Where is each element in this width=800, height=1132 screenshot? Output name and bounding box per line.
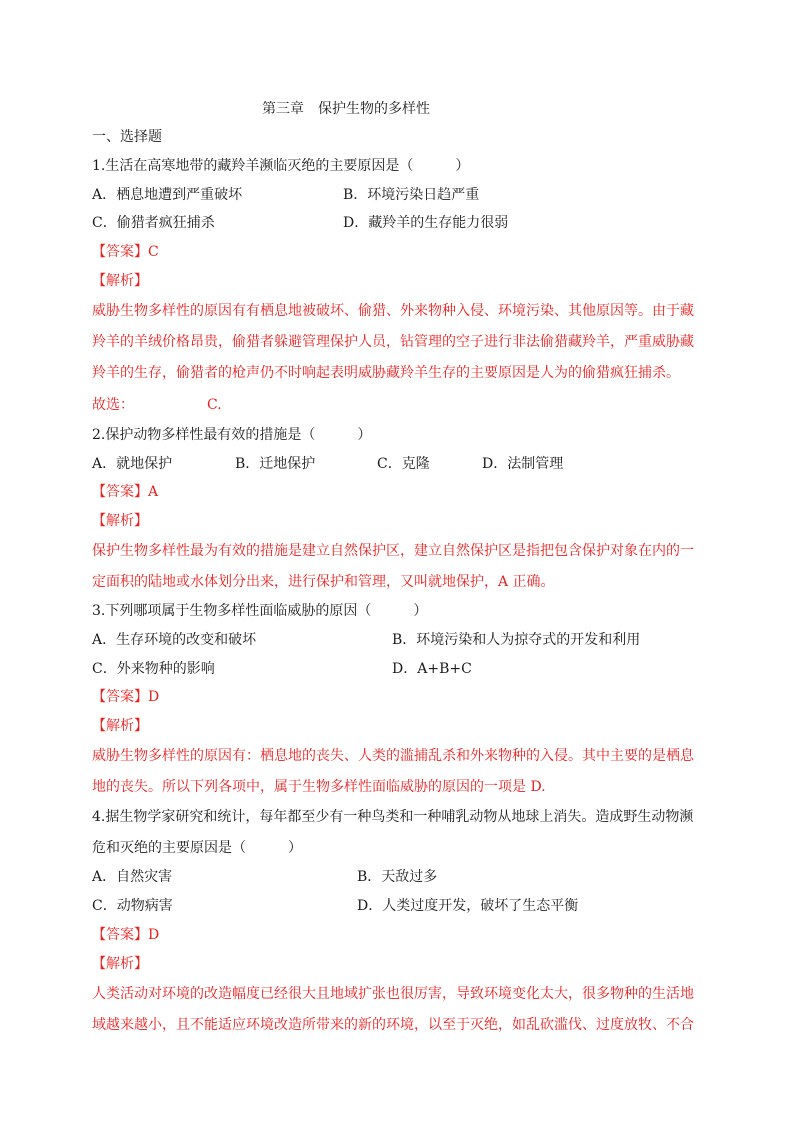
question-2-option-c: C．克隆 — [377, 456, 430, 472]
question-1-analysis-line: 羚羊的羊绒价格昂贵，偷猎者躲避管理保护人员，钻管理的空子进行非法偷猎藏羚羊，严重威胁藏 — [92, 334, 694, 350]
question-2-option-b: B．迁地保护 — [235, 456, 316, 472]
question-3-stem: 3.下列哪项属于生物多样性面临威胁的原因（ ） — [92, 603, 428, 619]
question-2-stem: 2.保护动物多样性最有效的措施是（ ） — [92, 427, 372, 443]
question-1-analysis-label: 【解析】 — [92, 273, 148, 289]
question-4-option-d: D．人类过度开发，破坏了生态平衡 — [357, 898, 579, 914]
question-1-option-d: D．藏羚羊的生存能力很弱 — [343, 215, 509, 231]
question-1-answer: 【答案】C — [92, 244, 159, 260]
question-4-stem-line: 危和灭绝的主要原因是（ ） — [92, 840, 302, 856]
question-1-option-c: C．偷猎者疯狂捕杀 — [92, 215, 215, 231]
question-3-option-b: B．环境污染和人为掠夺式的开发和利用 — [392, 632, 641, 648]
question-3-analysis-line: 威胁生物多样性的原因有：栖息地的丧失、人类的滥捕乱杀和外来物种的入侵。其中主要的是栖息 — [92, 748, 694, 764]
question-2-analysis-label: 【解析】 — [92, 513, 148, 529]
section-heading: 一、选择题 — [92, 129, 162, 145]
question-1-option-a: A．栖息地遭到严重破坏 — [92, 187, 243, 203]
question-2-analysis-line: 定面积的陆地或水体划分出来，进行保护和管理，又叫就地保护，A 正确。 — [92, 574, 555, 590]
question-4-option-c: C．动物病害 — [92, 898, 173, 914]
question-1-conclusion-value: C. — [207, 397, 222, 413]
question-1-conclusion-label: 故选： — [92, 397, 134, 413]
question-1-analysis-line: 威胁生物多样性的原因有有栖息地被破坏、偷猎、外来物种入侵、环境污染、其他原因等。由于藏 — [92, 303, 694, 319]
question-3-answer: 【答案】D — [92, 689, 160, 705]
question-2-option-d: D．法制管理 — [482, 456, 564, 472]
chapter-title: 第三章 保护生物的多样性 — [262, 101, 430, 117]
question-3-analysis-label: 【解析】 — [92, 718, 148, 734]
question-2-answer: 【答案】A — [92, 484, 159, 500]
question-3-option-c: C．外来物种的影响 — [92, 661, 215, 677]
question-4-analysis-label: 【解析】 — [92, 956, 148, 972]
question-2-analysis-line: 保护生物多样性最为有效的措施是建立自然保护区，建立自然保护区是指把包含保护对象在内的一 — [92, 543, 694, 559]
question-4-analysis-line: 域越来越小，且不能适应环境改造所带来的新的环境，以至于灭绝，如乱砍滥伐、过度放牧、不合 — [92, 1017, 694, 1033]
question-1-stem: 1.生活在高寒地带的藏羚羊濒临灭绝的主要原因是（ ） — [92, 158, 470, 174]
question-3-analysis-line: 地的丧失。所以下列各项中，属于生物多样性面临威胁的原因的一项是 D. — [92, 779, 546, 795]
question-1-option-b: B．环境污染日趋严重 — [343, 187, 480, 203]
question-4-option-b: B．天敌过多 — [357, 869, 438, 885]
question-1-analysis-line: 羚羊的生存，偷猎者的枪声仍不时响起表明威胁藏羚羊生存的主要原因是人为的偷猎疯狂捕杀。 — [92, 365, 680, 381]
question-3-option-a: A．生存环境的改变和破坏 — [92, 632, 257, 648]
question-4-stem-line: 4.据生物学家研究和统计，每年都至少有一种鸟类和一种哺乳动物从地球上消失。造成野生动物濒 — [92, 809, 694, 825]
question-4-analysis-line: 人类活动对环境的改造幅度已经很大且地域扩张也很厉害，导致环境变化太大，很多物种的生活地 — [92, 986, 694, 1002]
question-2-option-a: A．就地保护 — [92, 456, 173, 472]
question-4-option-a: A．自然灾害 — [92, 869, 173, 885]
question-4-answer: 【答案】D — [92, 927, 160, 943]
question-3-option-d: D．A+B+C — [392, 661, 472, 677]
